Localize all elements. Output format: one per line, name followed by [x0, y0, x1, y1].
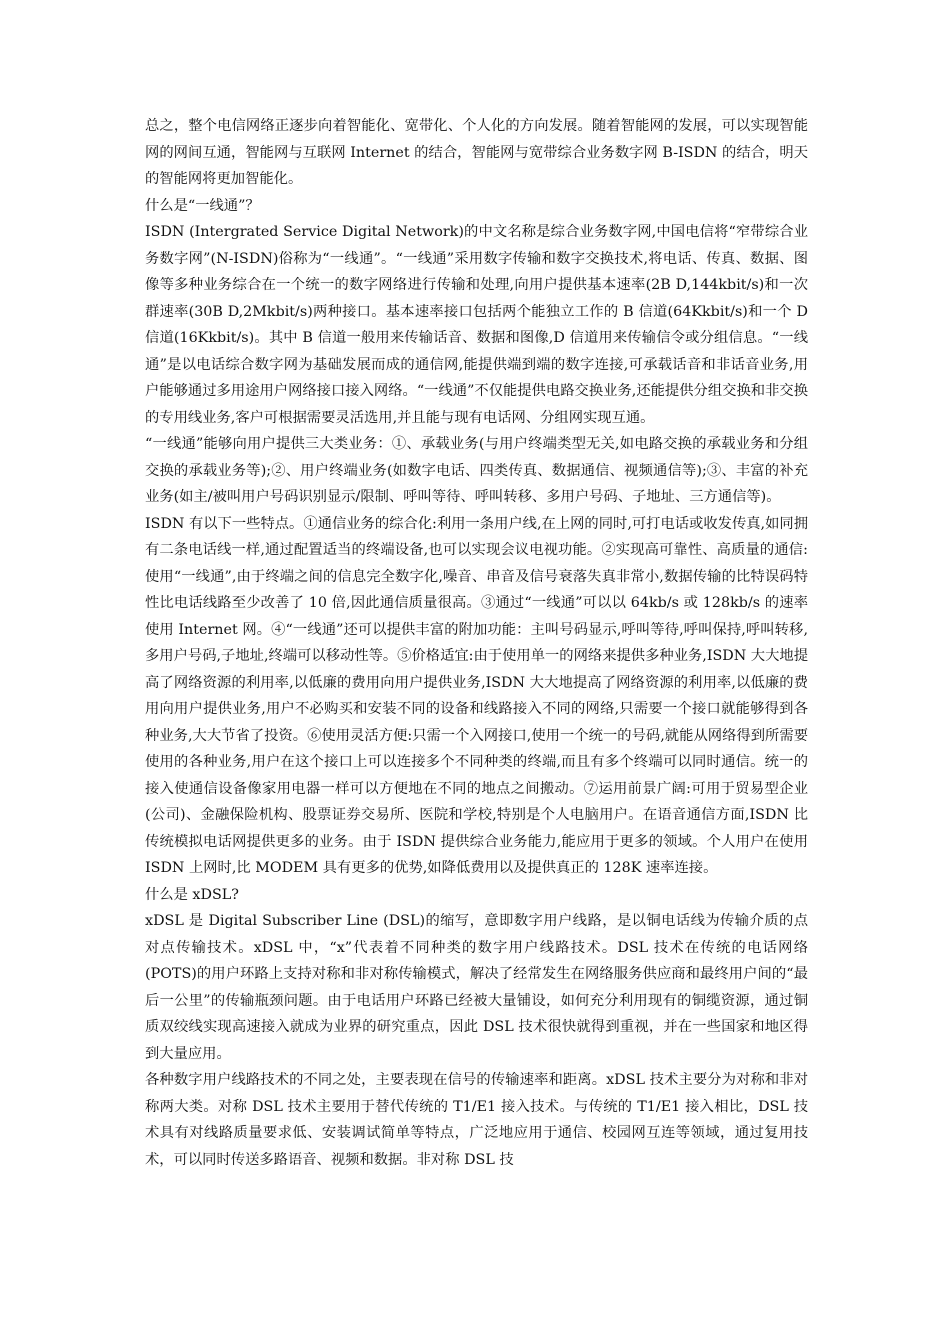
- xdsl-types-paragraph: 各种数字用户线路技术的不同之处，主要表现在信号的传输速率和距离。xDSL 技术主要分为对称和非对称两大类。对称 DSL 技术主要用于替代传统的 T1/E1 接入技术。与传统的 T1/E1 接入相比，DSL 技术具有对线路质量要求低、安装调试简单等特点，广泛地应用于通信、校园网互连等领域，通过复用技术，可以同时传送多路语音、视频和数据。非对称 DSL 技: [145, 1072, 808, 1168]
- isdn-services-paragraph: “一线通”能够向用户提供三大类业务：①、承载业务(与用户终端类型无关,如电路交换的承载业务和分组交换的承载业务等);②、用户终端业务(如数字电话、四类传真、数据通信、视频通信等);③、丰富的补充业务(如主/被叫用户号码识别显示/限制、呼叫等待、呼叫转移、多用户号码、子地址、三方通信等)。: [145, 436, 808, 505]
- xdsl-heading: 什么是 xDSL?: [145, 886, 239, 903]
- isdn-heading: 什么是“一线通”？: [145, 197, 260, 214]
- isdn-definition-paragraph: ISDN (Intergrated Service Digital Network)的中文名称是综合业务数字网,中国电信将“窄带综合业务数字网”(N-ISDN)俗称为“一线通”。“一线通”采用数字传输和数字交换技术,将电话、传真、数据、图像等多种业务综合在一个统一的数字网络进行传输和处理,向用户提供基本速率(2B D,144kbit/s)和一次群速率(30B D,2Mkbit/s)两种接口。基本速率接口包括两个能独立工作的 B 信道(64Kkbit/s)和一个 D 信道(16Kkbit/s)。其中 B 信道一般用来传输话音、数据和图像,D 信道用来传输信令或分组信息。“一线通”是以电话综合数字网为基础发展而成的通信网,能提供端到端的数字连接,可承载话音和非话音业务,用户能够通过多用途用户网络接口接入网络。“一线通”不仅能提供电路交换业务,还能提供分组交换和非交换的专用线业务,客户可根据需要灵活选用,并且能与现有电话网、分组网实现互通。: [145, 224, 808, 426]
- intro-paragraph: 总之，整个电信网络正逐步向着智能化、宽带化、个人化的方向发展。随着智能网的发展，可以实现智能网的网间互通，智能网与互联网 Internet 的结合，智能网与宽带综合业务数字网 B-ISDN 的结合，明天的智能网将更加智能化。: [145, 118, 808, 187]
- isdn-features-paragraph: ISDN 有以下一些特点。①通信业务的综合化:利用一条用户线,在上网的同时,可打电话或收发传真,如同拥有二条电话线一样,通过配置适当的终端设备,也可以实现会议电视功能。②实现高可靠性、高质量的通信:使用“一线通”,由于终端之间的信息完全数字化,噪音、串音及信号衰落失真非常小,数据传输的比特误码特性比电话线路至少改善了 10 倍,因此通信质量很高。③通过“一线通”可以以 64kb/s 或 128kb/s 的速率使用 Internet 网。④“一线通”还可以提供丰富的附加功能：主叫号码显示,呼叫等待,呼叫保持,呼叫转移,多用户号码,子地址,终端可以移动性等。⑤价格适宜:由于使用单一的网络来提供多种业务,ISDN 大大地提高了网络资源的利用率,以低廉的费用向用户提供业务,ISDN 大大地提高了网络资源的利用率,以低廉的费用向用户提供业务,用户不必购买和安装不同的设备和线路接入不同的网络,只需要一个接口就能够得到各种业务,大大节省了投资。⑥使用灵活方便:只需一个入网接口,使用一个统一的号码,就能从网络得到所需要使用的各种业务,用户在这个接口上可以连接多个不同种类的终端,而且有多个终端可以同时通信。统一的接入使通信设备像家用电器一样可以方便地在不同的地点之间搬动。⑦运用前景广阔:可用于贸易型企业(公司)、金融保险机构、股票证券交易所、医院和学校,特别是个人电脑用户。在语音通信方面,ISDN 比传统模拟电话网提供更多的业务。由于 ISDN 提供综合业务能力,能应用于更多的领域。个人用户在使用 ISDN 上网时,比 MODEM 具有更多的优势,如降低费用以及提供真正的 128K 速率连接。: [145, 515, 808, 876]
- document-body: [145, 113, 808, 1173]
- xdsl-definition-paragraph: xDSL 是 Digital Subscriber Line (DSL)的缩写，意即数字用户线路，是以铜电话线为传输介质的点对点传输技术。xDSL 中，“x”代表着不同种类的数字用户线路技术。DSL 技术在传统的电话网络(POTS)的用户环路上支持对称和非对称传输模式，解决了经常发生在网络服务供应商和最终用户间的“最后一公里”的传输瓶颈问题。由于电话用户环路已经被大量铺设，如何充分利用现有的铜缆资源，通过铜质双绞线实现高速接入就成为业界的研究重点，因此 DSL 技术很快就得到重视，并在一些国家和地区得到大量应用。: [145, 913, 808, 1062]
